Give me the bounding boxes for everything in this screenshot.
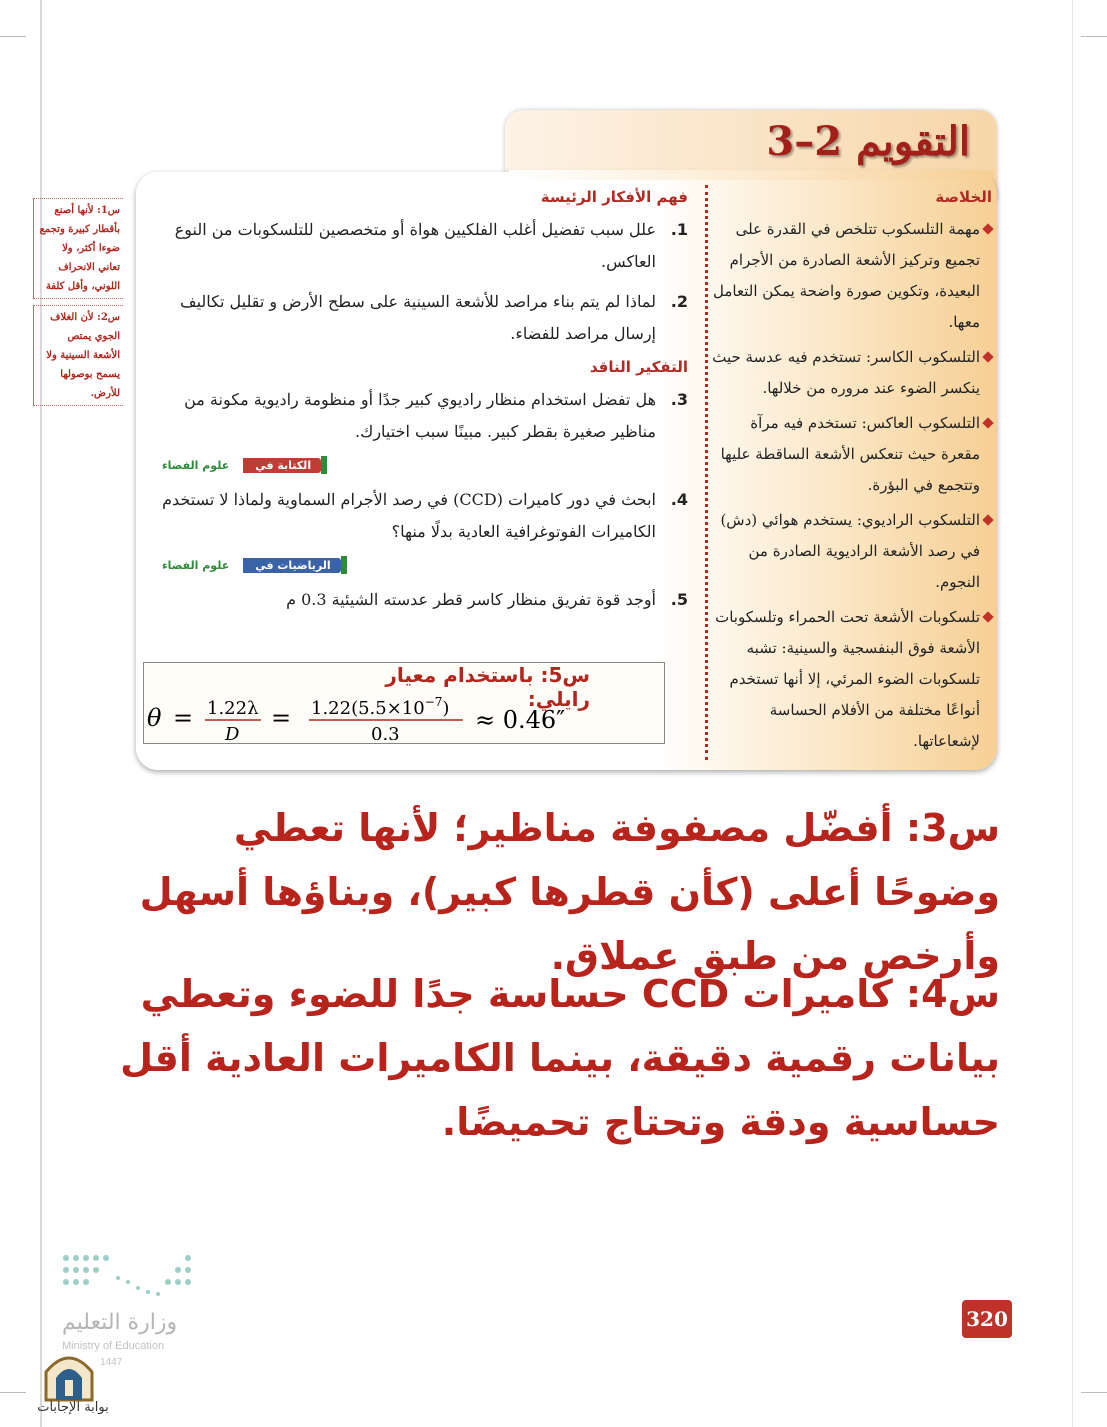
- questions-column: [148, 188, 688, 624]
- summary-item: [712, 342, 992, 404]
- side-notes: [33, 198, 123, 412]
- question-text: لماذا لم يتم بناء مراصد للأشعة السينية على سطح الأرض و تقليل تكاليف إرسال مراصد للفضاء.: [180, 292, 656, 343]
- ministry-name-ar: وزارة التعليم: [62, 1310, 178, 1335]
- ministry-logo-dots-icon: [62, 1252, 198, 1300]
- question-number: 5.: [670, 590, 688, 609]
- bullet-icon: [982, 351, 993, 362]
- summary-item: [712, 214, 992, 338]
- column-divider: [705, 185, 708, 760]
- card-title: التقويم 2–3: [766, 118, 970, 165]
- portal-name: بوابة الإجابات: [37, 1400, 109, 1415]
- formula-equals-2: =: [271, 704, 292, 732]
- question-1: [148, 214, 688, 278]
- question-text: أوجد قوة تفريق منظار كاسر قطر عدسته الشيئية 0.3 م: [286, 590, 656, 609]
- summary-item: [712, 408, 992, 501]
- summary-item: [712, 602, 992, 757]
- crop-mark: [0, 1392, 26, 1393]
- right-margin-rule: [1072, 0, 1073, 1427]
- bullet-icon: [982, 514, 993, 525]
- answer-5-title: س5: باستخدام معيار رايلي:: [385, 663, 590, 711]
- summary-text: التلسكوب الراديوي: يستخدم هوائي (دش) في رصد الأشعة الراديوية الصادرة من النجوم.: [720, 511, 980, 591]
- num2-base: 1.22(5.5×10: [311, 698, 425, 719]
- bullet-icon: [982, 417, 993, 428]
- portal-logo-icon: [38, 1350, 100, 1402]
- rayleigh-formula: [145, 690, 665, 740]
- formula-den1: D: [225, 724, 240, 740]
- tag-cap: [321, 456, 327, 474]
- answer-4: س4: كاميرات CCD حساسة جدًا للضوء وتعطي بيانات رقمية دقيقة، بينما الكاميرات العادية أقل حساسية ودقة وتحتاج تحميضًا.: [120, 972, 1000, 1144]
- formula-den2: 0.3: [371, 724, 400, 740]
- num2-exponent: −7: [424, 695, 443, 709]
- main-ideas-heading: فهم الأفكار الرئيسة: [540, 188, 688, 206]
- question-3: [148, 384, 688, 448]
- formula-num2: [311, 695, 449, 719]
- bullet-icon: [982, 223, 993, 234]
- summary-item: [712, 505, 992, 598]
- tag-subject: علوم الفضاء: [162, 458, 230, 472]
- formula-equals-1: =: [173, 704, 194, 732]
- tag-label: الرياضيات في: [243, 558, 340, 573]
- question-text: هل تفضل استخدام منظار راديوي كبير جدًا أو منظومة راديوية مكونة من مناظير صغيرة بقطر كبير. مبينًا سبب اختيارك.: [184, 390, 656, 441]
- question-text: ابحث في دور كاميرات (CCD) في رصد الأجرام السماوية ولماذا لا تستخدم الكاميرات الفوتوغرافية العادية بدلًا منها؟: [162, 490, 656, 541]
- question-number: 1.: [670, 220, 688, 239]
- ministry-year: 1447: [100, 1357, 123, 1368]
- num2-close: ): [442, 698, 450, 719]
- question-number: 4.: [670, 490, 688, 509]
- math-tag: [148, 556, 688, 574]
- summary-heading: الخلاصة: [935, 188, 992, 206]
- summary-text: التلسكوب الكاسر: تستخدم فيه عدسة حيث ينكسر الضوء عند مروره من خلالها.: [712, 348, 980, 397]
- question-number: 3.: [670, 390, 688, 409]
- ministry-name-en: Ministry of Education: [62, 1340, 165, 1352]
- summary-column: [712, 188, 992, 761]
- crop-mark: [1081, 1392, 1107, 1393]
- question-text: علل سبب تفضيل أغلب الفلكيين هواة أو متخصصين للتلسكوبات من النوع العاكس.: [174, 220, 656, 271]
- tag-label: الكتابة في: [243, 458, 321, 473]
- formula-theta: θ: [147, 704, 162, 732]
- summary-text: تلسكوبات الأشعة تحت الحمراء وتلسكوبات الأشعة فوق البنفسجية والسينية: تشبه تلسكوبات الضوء المرئي، إلا أنها تستخدم أنواعًا مختلفة من الأفلام الحساسة لإشعاعاتها.: [715, 608, 980, 750]
- question-5: [148, 584, 688, 616]
- page-number: 320: [962, 1300, 1012, 1338]
- tag-cap: [341, 556, 347, 574]
- question-4: [148, 484, 688, 548]
- bullet-icon: [982, 611, 993, 622]
- formula-num1: 1.22λ: [207, 698, 259, 719]
- summary-text: مهمة التلسكوب تتلخص في القدرة على تجميع وتركيز الأشعة الصادرة من الأجرام البعيدة، وتكوين صورة واضحة يمكن التعامل معها.: [713, 220, 980, 331]
- question-number: 2.: [670, 292, 688, 311]
- crop-mark: [1081, 36, 1107, 37]
- formula-result: ≈ 0.46″: [475, 706, 566, 734]
- writing-tag: [148, 456, 688, 474]
- summary-text: التلسكوب العاكس: تستخدم فيه مرآة مقعرة حيث تنعكس الأشعة الساقطة عليها وتتجمع في البؤرة.: [720, 414, 980, 494]
- side-note-1: س1: لأنها أصنع بأقطار كبيرة وتجمع ضوءا أكثر، ولا تعاني الانحراف اللوني، وأقل كلفة: [33, 198, 123, 299]
- tag-subject: علوم الفضاء: [162, 558, 230, 572]
- question-2: [148, 286, 688, 350]
- side-note-2: س2: لأن الغلاف الجوي يمتص الأشعة السينية ولا يسمح بوصولها للأرض.: [33, 305, 123, 406]
- answer-3: س3: أفضّل مصفوفة مناظير؛ لأنها تعطي وضوحًا أعلى (كأن قطرها كبير)، وبناؤها أسهل وأرخص من طبق عملاق.: [139, 806, 1000, 978]
- critical-thinking-heading: التفكير الناقد: [589, 358, 688, 376]
- crop-mark: [0, 36, 26, 37]
